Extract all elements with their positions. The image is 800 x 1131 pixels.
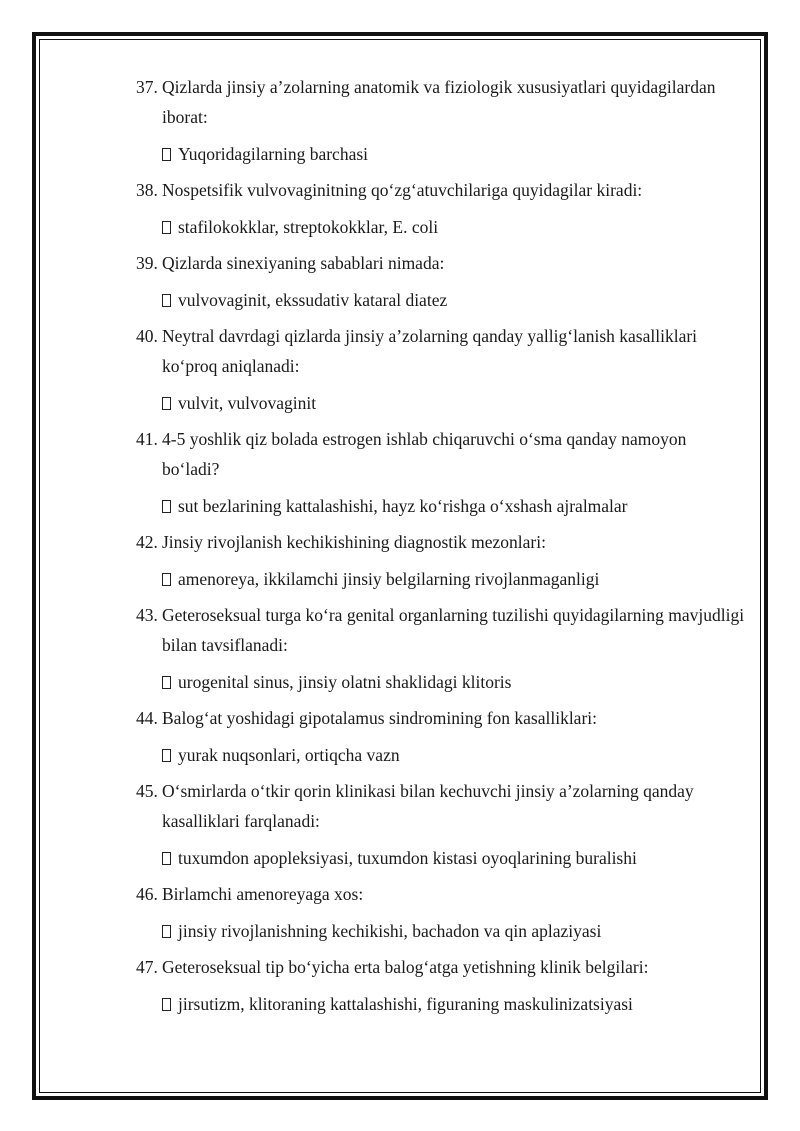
question-item bbox=[136, 776, 746, 873]
answer bbox=[136, 843, 746, 873]
answer bbox=[136, 285, 746, 315]
answer-text: sut bezlarining kattalashishi, hayz ko‘rishga o‘xshash ajralmalar bbox=[178, 496, 628, 516]
question-item bbox=[136, 600, 746, 697]
question bbox=[136, 72, 746, 132]
question-item bbox=[136, 72, 746, 169]
question-text: Balog‘at yoshidagi gipotalamus sindromining fon kasalliklari: bbox=[162, 708, 598, 728]
question bbox=[136, 879, 746, 909]
question-item bbox=[136, 879, 746, 946]
question-text: Jinsiy rivojlanish kechikishining diagnostik mezonlari: bbox=[162, 532, 546, 552]
question-item bbox=[136, 424, 746, 521]
question-number: 42. bbox=[136, 532, 158, 552]
question-text: Birlamchi amenoreyaga xos: bbox=[162, 884, 364, 904]
missing-glyph-icon bbox=[162, 852, 171, 865]
answer bbox=[136, 564, 746, 594]
answer-text: yurak nuqsonlari, ortiqcha vazn bbox=[178, 745, 400, 765]
missing-glyph-icon bbox=[162, 998, 171, 1011]
question bbox=[136, 527, 746, 557]
question-number: 46. bbox=[136, 884, 158, 904]
missing-glyph-icon bbox=[162, 749, 171, 762]
question-number: 47. bbox=[136, 957, 158, 977]
answer bbox=[136, 139, 746, 169]
answer bbox=[136, 740, 746, 770]
answer-text: jirsutizm, klitoraning kattalashishi, figuraning maskulinizatsiyasi bbox=[178, 994, 633, 1014]
question-number: 39. bbox=[136, 253, 158, 273]
question-text: Geteroseksual tip bo‘yicha erta balog‘atga yetishning klinik belgilari: bbox=[162, 957, 649, 977]
question bbox=[136, 424, 746, 484]
answer bbox=[136, 916, 746, 946]
question-number: 41. bbox=[136, 429, 158, 449]
answer bbox=[136, 989, 746, 1019]
question-text: Qizlarda sinexiyaning sabablari nimada: bbox=[162, 253, 445, 273]
question-item bbox=[136, 321, 746, 418]
answer-text: urogenital sinus, jinsiy olatni shaklidagi klitoris bbox=[178, 672, 512, 692]
question-number: 40. bbox=[136, 326, 158, 346]
answer-text: jinsiy rivojlanishning kechikishi, bachadon va qin aplaziyasi bbox=[178, 921, 602, 941]
answer-text: amenoreya, ikkilamchi jinsiy belgilarning rivojlanmaganligi bbox=[178, 569, 600, 589]
question bbox=[136, 248, 746, 278]
missing-glyph-icon bbox=[162, 221, 171, 234]
question-number: 38. bbox=[136, 180, 158, 200]
answer-text: tuxumdon apopleksiyasi, tuxumdon kistasi oyoqlarining buralishi bbox=[178, 848, 637, 868]
question-number: 43. bbox=[136, 605, 158, 625]
question-item bbox=[136, 703, 746, 770]
missing-glyph-icon bbox=[162, 925, 171, 938]
question-number: 37. bbox=[136, 77, 158, 97]
question-item bbox=[136, 175, 746, 242]
missing-glyph-icon bbox=[162, 676, 171, 689]
question bbox=[136, 600, 746, 660]
answer-text: Yuqoridagilarning barchasi bbox=[178, 144, 369, 164]
question-item bbox=[136, 952, 746, 1019]
question bbox=[136, 703, 746, 733]
question bbox=[136, 952, 746, 982]
question-text: Qizlarda jinsiy a’zolarning anatomik va fiziologik xususiyatlari quyidagilardan iborat: bbox=[162, 77, 716, 127]
missing-glyph-icon bbox=[162, 573, 171, 586]
missing-glyph-icon bbox=[162, 397, 171, 410]
question bbox=[136, 321, 746, 381]
answer bbox=[136, 491, 746, 521]
answer-text: stafilokokklar, streptokokklar, E. coli bbox=[178, 217, 439, 237]
question-text: Nospetsifik vulvovaginitning qo‘zg‘atuvchilariga quyidagilar kiradi: bbox=[162, 180, 643, 200]
question-text: Neytral davrdagi qizlarda jinsiy a’zolarning qanday yallig‘lanish kasalliklari ko‘proq aniqlanadi: bbox=[162, 326, 698, 376]
question-item bbox=[136, 527, 746, 594]
question-list bbox=[136, 72, 746, 1025]
missing-glyph-icon bbox=[162, 500, 171, 513]
question-text: O‘smirlarda o‘tkir qorin klinikasi bilan kechuvchi jinsiy a’zolarning qanday kasalliklari farqlanadi: bbox=[162, 781, 694, 831]
question bbox=[136, 776, 746, 836]
question-text: Geteroseksual turga ko‘ra genital organlarning tuzilishi quyidagilarning mavjudligi bilan tavsiflanadi: bbox=[162, 605, 745, 655]
missing-glyph-icon bbox=[162, 148, 171, 161]
answer bbox=[136, 667, 746, 697]
answer bbox=[136, 212, 746, 242]
question-text: 4-5 yoshlik qiz bolada estrogen ishlab chiqaruvchi o‘sma qanday namoyon bo‘ladi? bbox=[162, 429, 687, 479]
missing-glyph-icon bbox=[162, 294, 171, 307]
question-number: 45. bbox=[136, 781, 158, 801]
question bbox=[136, 175, 746, 205]
question-number: 44. bbox=[136, 708, 158, 728]
answer-text: vulvit, vulvovaginit bbox=[178, 393, 317, 413]
answer bbox=[136, 388, 746, 418]
answer-text: vulvovaginit, ekssudativ kataral diatez bbox=[178, 290, 448, 310]
question-item bbox=[136, 248, 746, 315]
